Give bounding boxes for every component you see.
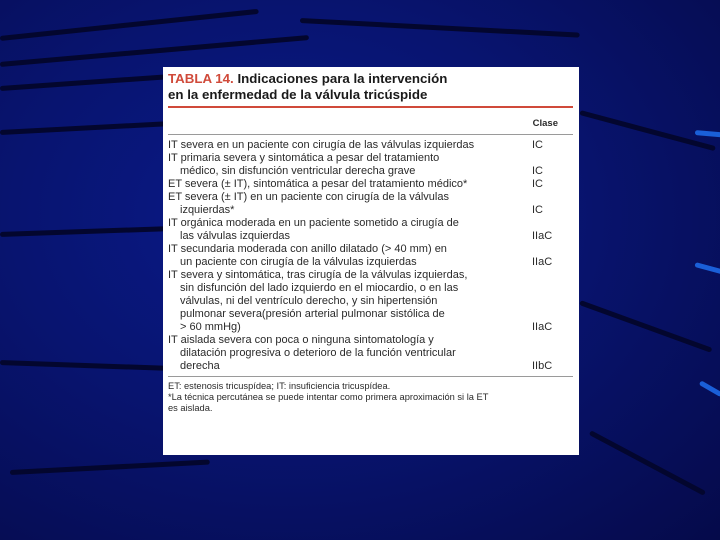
- background-stripe-accent: [695, 130, 720, 138]
- background-stripe-accent: [699, 380, 720, 397]
- background-stripe: [10, 460, 210, 475]
- indication-text: [168, 334, 532, 373]
- background-stripe: [589, 430, 706, 495]
- background-stripe: [579, 300, 712, 353]
- indication-line: dilatación progresiva o deterioro de la función ventricular: [180, 347, 456, 359]
- indication-line: sin disfunción del lado izquierdo en el miocardio, o en las: [180, 282, 459, 294]
- table-row: [168, 191, 573, 217]
- table-row: [168, 243, 573, 269]
- class-value: IIaC: [532, 230, 553, 242]
- indication-line: válvulas, ni del ventrículo derecho, y sin hipertensión: [180, 295, 438, 307]
- class-header-label: Clase: [532, 117, 558, 129]
- indication-line: un paciente con cirugía de la válvulas izquierdas: [180, 256, 417, 268]
- background-stripe: [0, 35, 309, 67]
- class-column-header: [168, 112, 573, 134]
- indication-line: IT primaria severa y sintomática a pesar del tratamiento: [168, 152, 440, 164]
- background-stripe-accent: [694, 262, 720, 275]
- class-value: IC: [532, 178, 543, 190]
- table-row: [168, 178, 573, 191]
- table-number: TABLA 14.: [168, 71, 234, 86]
- indication-text: [168, 269, 532, 334]
- indication-line: pulmonar severa(presión arterial pulmonar sistólica de: [180, 308, 445, 320]
- footnote-percutaneous: *La técnica percutánea se puede intentar como primera aproximación si la ET: [168, 392, 489, 402]
- background-stripe: [0, 226, 165, 237]
- indication-line: IT severa y sintomática, tras cirugía de la válvulas izquierdas,: [168, 269, 468, 281]
- class-value: IIaC: [532, 321, 553, 333]
- indication-text: [168, 152, 532, 178]
- indication-line: IT orgánica moderada en un paciente sometido a cirugía de: [168, 217, 459, 229]
- table-row: [168, 152, 573, 178]
- background-stripe: [300, 18, 580, 38]
- table-title-line2: en la enfermedad de la válvula tricúspide: [168, 87, 428, 102]
- indication-line: las válvulas izquierdas: [180, 230, 291, 242]
- footer-divider: [168, 376, 573, 377]
- class-value: IIaC: [532, 256, 553, 268]
- indication-line: izquierdas*: [180, 204, 235, 216]
- background-stripe: [0, 121, 170, 135]
- table-row: [168, 269, 573, 334]
- indication-text: [168, 217, 532, 243]
- indication-text: [168, 178, 532, 191]
- indication-line: IT secundaria moderada con anillo dilatado (> 40 mm) en: [168, 243, 447, 255]
- table-footnotes: [168, 381, 573, 414]
- footnote-percutaneous-cont: es aislada.: [168, 403, 213, 413]
- indication-line: IT aislada severa con poca o ninguna sintomatología y: [168, 334, 434, 346]
- table-row: [168, 217, 573, 243]
- class-value: IC: [532, 139, 543, 151]
- background-stripe: [0, 9, 259, 41]
- indication-line: ET severa (± IT) en un paciente con cirugía de la válvulas: [168, 191, 449, 203]
- background-stripe: [0, 360, 165, 371]
- indication-line: ET severa (± IT), sintomática a pesar del tratamiento médico*: [168, 178, 468, 190]
- indication-text: [168, 191, 532, 217]
- table-row: [168, 139, 573, 152]
- indication-line: IT severa en un paciente con cirugía de las válvulas izquierdas: [168, 139, 475, 151]
- class-value: IC: [532, 165, 543, 177]
- class-value: IC: [532, 204, 543, 216]
- title-divider: [168, 106, 573, 108]
- recommendation-table: [163, 67, 579, 455]
- table-title-text: Indicaciones para la intervención: [233, 71, 448, 86]
- indication-line: derecha: [180, 360, 220, 372]
- indication-line: > 60 mmHg): [180, 321, 241, 333]
- table-row: [168, 334, 573, 373]
- footnote-abbreviations: ET: estenosis tricuspídea; IT: insuficiencia tricuspídea.: [168, 381, 391, 391]
- table-body: [168, 139, 573, 373]
- indication-text: [168, 139, 532, 152]
- class-value: IIbC: [532, 360, 553, 372]
- header-divider: [168, 134, 573, 135]
- indication-line: médico, sin disfunción ventricular derecha grave: [180, 165, 416, 177]
- table-title: [168, 71, 573, 103]
- indication-text: [168, 243, 532, 269]
